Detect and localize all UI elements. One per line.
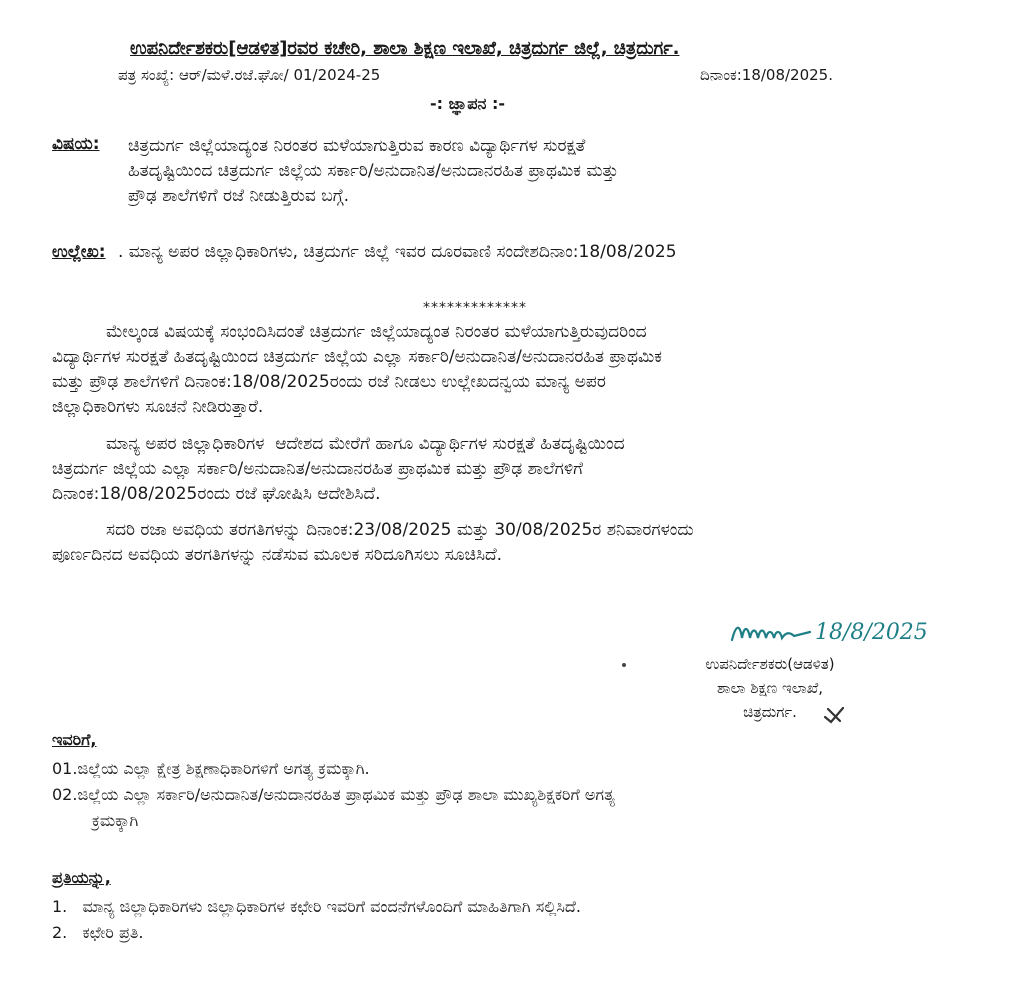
- paragraph-line: ಮತ್ತು ಪ್ರೌಢ ಶಾಲೆಗಳಿಗೆ ದಿನಾಂಕ:18/08/2025ರಂದು ರಜೆ ನೀಡಲು ಉಲ್ಲೇಖದನ್ವಯ ಮಾನ್ಯ ಅಪರ: [52, 372, 606, 392]
- recipient-item: 02.ಜಿಲ್ಲೆಯ ಎಲ್ಲಾ ಸರ್ಕಾರಿ/ಅನುದಾನಿತ/ಅನುದಾನರಹಿತ ಪ್ರಾಥಮಿಕ ಮತ್ತು ಪ್ರೌಢ ಶಾಲಾ ಮುಖ್ಯಶಿಕ್ಷಕರಿಗೆ ಅಗತ್ಯ: [52, 785, 615, 804]
- recipient-item-continuation: ಕ್ರಮಕ್ಕಾಗಿ: [92, 811, 139, 830]
- body-paragraph-2: [52, 432, 625, 507]
- recipient-item: 01.ಜಿಲ್ಲೆಯ ಎಲ್ಲಾ ಕ್ಷೇತ್ರ ಶಿಕ್ಷಣಾಧಿಕಾರಿಗಳಿಗೆ ಅಗತ್ಯ ಕ್ರಮಕ್ಕಾಗಿ.: [52, 759, 370, 778]
- recipients-list: [52, 756, 615, 834]
- paragraph-line: ಜಿಲ್ಲಾಧಿಕಾರಿಗಳು ಸೂಚನೆ ನೀಡಿರುತ್ತಾರೆ.: [52, 397, 264, 417]
- copies-list: [52, 894, 581, 946]
- signatory-place: ಚಿತ್ರದುರ್ಗ.: [743, 703, 797, 721]
- reference-text: . ಮಾನ್ಯ ಅಪರ ಜಿಲ್ಲಾಧಿಕಾರಿಗಳು, ಚಿತ್ರದುರ್ಗ ಜಿಲ್ಲೆ ಇವರ ದೂರವಾಣಿ ಸಂದೇಶದಿನಾಂ:18/08/2025: [118, 242, 677, 262]
- notice-title: -: ಜ್ಞಾಪನ :-: [430, 94, 505, 113]
- paragraph-line: ದಿನಾಂಕ:18/08/2025ರಂದು ರಜೆ ಘೋಷಿಸಿ ಆದೇಶಿಸಿದೆ.: [52, 484, 381, 504]
- body-paragraph-1: [52, 320, 662, 420]
- signature-block: [620, 618, 940, 728]
- signatory-designation: ಉಪನಿರ್ದೇಶಕರು(ಆಡಳಿತ): [705, 655, 835, 673]
- paragraph-line: ಪೂರ್ಣದಿನದ ಅವಧಿಯ ತರಗತಿಗಳನ್ನು ನಡೆಸುವ ಮೂಲಕ ಸರಿದೂಗಿಸಲು ಸೂಚಿಸಿದೆ.: [52, 545, 503, 565]
- subject-text: [128, 134, 618, 209]
- paragraph-line: ವಿದ್ಯಾರ್ಥಿಗಳ ಸುರಕ್ಷತೆ ಹಿತದೃಷ್ಟಿಯಿಂದ ಚಿತ್ರದುರ್ಗ ಜಿಲ್ಲೆಯ ಎಲ್ಲಾ ಸರ್ಕಾರಿ/ಅನುದಾನಿತ/ಅನುದಾನರಹಿತ ಪ್ರಾಥಮಿಕ: [52, 347, 662, 367]
- office-title: ಉಪನಿರ್ದೇಶಕರು[ಆಡಳಿತ]ರವರ ಕಚೇರಿ, ಶಾಲಾ ಶಿಕ್ಷಣ ಇಲಾಖೆ, ಚಿತ್ರದುರ್ಗ ಜಿಲ್ಲೆ, ಚಿತ್ರದುರ್ಗ.: [130, 38, 680, 59]
- reference-label: ಉಲ್ಲೇಖ:: [52, 242, 106, 262]
- subject-line: ಚಿತ್ರದುರ್ಗ ಜಿಲ್ಲೆಯಾದ್ಯಂತ ನಿರಂತರ ಮಳೆಯಾಗುತ್ತಿರುವ ಕಾರಣ ವಿದ್ಯಾರ್ಥಿಗಳ ಸುರಕ್ಷತೆ: [128, 136, 586, 156]
- signature-scribble: [730, 618, 820, 648]
- signature-date: 18/8/2025: [815, 620, 928, 645]
- copies-label: ಪ್ರತಿಯನ್ನು,: [52, 868, 111, 887]
- recipients-label: ಇವರಿಗೆ,: [52, 730, 97, 749]
- letter-date: ದಿನಾಂಕ:18/08/2025.: [700, 66, 833, 84]
- initial-mark-icon: [822, 705, 846, 725]
- reference-number: ಪತ್ರ ಸಂಖ್ಯೆ: ಆರ್/ಮಳೆ.ರಜೆ.ಘೋ/ 01/2024-25: [118, 66, 381, 84]
- body-paragraph-3: [52, 518, 694, 568]
- subject-line: ಹಿತದೃಷ್ಟಿಯಿಂದ ಚಿತ್ರದುರ್ಗ ಜಿಲ್ಲೆಯ ಸರ್ಕಾರಿ/ಅನುದಾನಿತ/ಅನುದಾನರಹಿತ ಪ್ರಾಥಮಿಕ ಮತ್ತು: [128, 161, 619, 181]
- copy-item: 2. ಕಛೇರಿ ಪ್ರತಿ.: [52, 923, 144, 942]
- signatory-department: ಶಾಲಾ ಶಿಕ್ಷಣ ಇಲಾಖೆ,: [716, 679, 824, 697]
- paragraph-line: ಚಿತ್ರದುರ್ಗ ಜಿಲ್ಲೆಯ ಎಲ್ಲಾ ಸರ್ಕಾರಿ/ಅನುದಾನಿತ/ಅನುದಾನರಹಿತ ಪ್ರಾಥಮಿಕ ಮತ್ತು ಪ್ರೌಢ ಶಾಲೆಗಳಿಗೆ: [52, 459, 583, 479]
- subject-line: ಪ್ರೌಢ ಶಾಲೆಗಳಿಗೆ ರಜೆ ನೀಡುತ್ತಿರುವ ಬಗ್ಗೆ.: [128, 186, 349, 206]
- separator: *************: [423, 300, 527, 316]
- signatory-details: [620, 652, 920, 724]
- copy-item: 1. ಮಾನ್ಯ ಜಿಲ್ಲಾಧಿಕಾರಿಗಳು ಜಿಲ್ಲಾಧಿಕಾರಿಗಳ ಕಛೇರಿ ಇವರಿಗೆ ವಂದನೆಗಳೊಂದಿಗೆ ಮಾಹಿತಿಗಾಗಿ ಸಲ್ಲಿಸಿದೆ.: [52, 897, 581, 916]
- paragraph-line: ಮೇಲ್ಕಂಡ ವಿಷಯಕ್ಕೆ ಸಂಭಂದಿಸಿದಂತೆ ಚಿತ್ರದುರ್ಗ ಜಿಲ್ಲೆಯಾದ್ಯಂತ ನಿರಂತರ ಮಳೆಯಾಗುತ್ತಿರುವುದರಿಂದ: [52, 322, 647, 342]
- paragraph-line: ಮಾನ್ಯ ಅಪರ ಜಿಲ್ಲಾಧಿಕಾರಿಗಳ ಆದೇಶದ ಮೇರೆಗೆ ಹಾಗೂ ವಿದ್ಯಾರ್ಥಿಗಳ ಸುರಕ್ಷತೆ ಹಿತದೃಷ್ಟಿಯಿಂದ: [52, 434, 625, 454]
- paragraph-line: ಸದರಿ ರಜಾ ಅವಧಿಯ ತರಗತಿಗಳನ್ನು ದಿನಾಂಕ:23/08/2025 ಮತ್ತು 30/08/2025ರ ಶನಿವಾರಗಳಂದು: [52, 520, 694, 540]
- subject-label: ವಿಷಯ:: [52, 134, 100, 154]
